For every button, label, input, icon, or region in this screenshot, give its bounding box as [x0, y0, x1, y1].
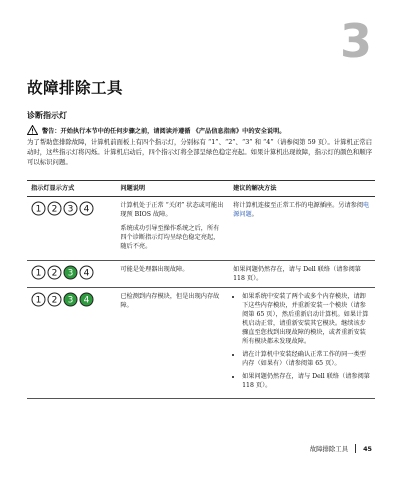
- header-problem-description: 问题说明: [116, 181, 229, 197]
- chapter-number: 3: [339, 14, 372, 68]
- table-row: [27, 261, 375, 288]
- table-row: [27, 197, 375, 261]
- solution-cell: [229, 288, 375, 399]
- header-light-pattern: 指示灯显示方式: [27, 181, 116, 197]
- diagnostic-light-1-off: [31, 292, 46, 307]
- diagnostic-light-2-off: [47, 201, 62, 216]
- description-text: 计算机处于正常 “关闭” 状态或可能出现预 BIOS 故障。: [120, 202, 224, 218]
- diagnostic-light-3-off: [63, 201, 78, 216]
- chapter-title: 故障排除工具: [27, 79, 124, 97]
- description-cell: [116, 197, 229, 261]
- diagnostic-light-2-off: [47, 265, 62, 280]
- page-number: 45: [363, 444, 372, 453]
- diagnostic-light-4-off: [79, 201, 94, 216]
- section-title: 诊断指示灯: [27, 111, 67, 120]
- diagnostic-light-1-off: [31, 201, 46, 216]
- diagnostic-light-3-green: [63, 265, 78, 280]
- description-text: 可能是处理器出现故障。: [120, 266, 189, 273]
- light-number-label: 1: [35, 268, 42, 279]
- list-item: • 请在计算机中安装经确认正常工作的同一类型内存（如果有）（请参阅第 65 页）。: [242, 350, 371, 368]
- solution-cell: [229, 197, 375, 261]
- diagnostic-lights: [31, 265, 112, 280]
- light-number-label: 4: [83, 204, 90, 215]
- diagnostic-light-3-green: [63, 292, 78, 307]
- diagnostic-lights: [31, 201, 112, 216]
- light-number-label: 3: [67, 204, 74, 215]
- footer-divider: [355, 444, 356, 453]
- light-number-label: 3: [67, 268, 74, 279]
- light-pattern-cell: [27, 288, 116, 399]
- diagnostic-light-4-off: [79, 265, 94, 280]
- diagnostic-lights-table: [27, 180, 375, 399]
- power-problems-link[interactable]: 电源问题: [233, 202, 370, 218]
- solution-cell: [229, 261, 375, 288]
- list-item: • 如果系统中安装了两个或多个内存模块，请卸下这些内存模块，并重新安装一个模块（请参阅第 65 页），然后重新启动计算机。如果计算机启动正常，请重新安装其它模块。继续该步骤直至您找到出现故障的模块，或者重新安装所有模块都未发现故障。: [242, 292, 371, 346]
- light-number-label: 3: [67, 295, 74, 306]
- warning-triangle-icon: [27, 125, 38, 135]
- warning-row: [27, 125, 377, 135]
- description-text: 系统成功引导至操作系统之后，所有四个诊断指示灯均呈绿色稳定亮起，随后不亮。: [120, 225, 220, 250]
- footer-title: 故障排除工具: [309, 445, 349, 453]
- header-suggested-resolution: 建议的解决方法: [229, 181, 375, 197]
- solution-text: 如果问题仍然存在，请与 Dell 联络（请参阅第 118 页）。: [233, 266, 361, 282]
- diagnostic-light-2-off: [47, 292, 62, 307]
- page-footer: [310, 444, 372, 453]
- light-number-label: 2: [51, 268, 58, 279]
- light-number-label: 1: [35, 295, 42, 306]
- solution-end: 。: [251, 211, 258, 218]
- light-number-label: 1: [35, 204, 42, 215]
- table-header-row: [27, 181, 375, 197]
- solution-bullet-list: [233, 292, 371, 390]
- warning-text: 警告：开始执行本节中的任何步骤之前，请阅读并遵循 《产品信息指南》中的安全说明。: [42, 127, 286, 135]
- solution-text: 将计算机连接至正常工作的电源插座。另请参阅: [233, 202, 364, 209]
- light-number-label: 4: [83, 268, 90, 279]
- light-number-label: 2: [51, 204, 58, 215]
- light-number-label: 4: [83, 295, 90, 306]
- intro-paragraph: 为了帮助您排除故障，计算机前面板上有四个指示灯，分别标有 “1”、“2”、“3” 和 “4”（请参阅第 59 页）。计算机正常启动时，这些指示灯将闪烁。计算机启动后，四个指示灯将全部呈绿色稳定亮起。如果计算机出现故障，指示灯的颜色和顺序可以标识问题。: [27, 138, 373, 166]
- diagnostic-light-4-green: [79, 292, 94, 307]
- description-cell: [116, 288, 229, 399]
- description-cell: [116, 261, 229, 288]
- diagnostic-lights: [31, 292, 112, 307]
- light-pattern-cell: [27, 261, 116, 288]
- light-number-label: 2: [51, 295, 58, 306]
- description-text: 已检测到内存模块，但是出现内存故障。: [120, 293, 220, 309]
- light-pattern-cell: [27, 197, 116, 261]
- list-item: • 如果问题仍然存在，请与 Dell 联络（请参阅第 118 页）。: [242, 372, 371, 390]
- diagnostic-light-1-off: [31, 265, 46, 280]
- table-row: [27, 288, 375, 399]
